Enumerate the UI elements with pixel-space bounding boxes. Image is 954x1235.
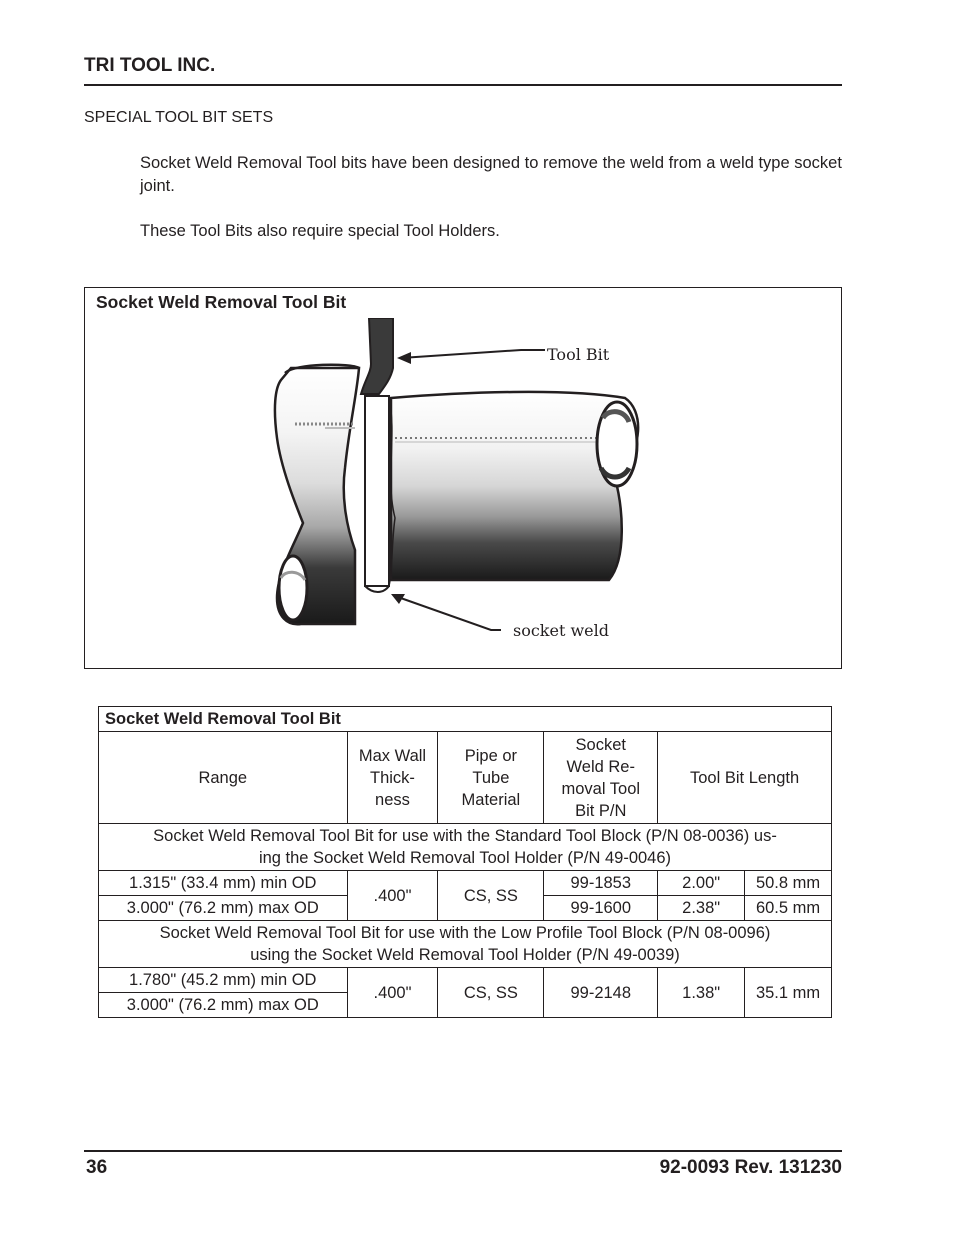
company-name: TRI TOOL INC. bbox=[84, 55, 216, 76]
tool-bit-spec-table bbox=[98, 706, 832, 1018]
group-note: Socket Weld Removal Tool Bit for use with the Low Profile Tool Block (P/N 08-0096) using the Socket Weld Removal Tool Holder (P/N 49-0039) bbox=[99, 921, 832, 968]
range-max-cell: 3.000" (76.2 mm) max OD bbox=[99, 993, 348, 1018]
table-title: Socket Weld Removal Tool Bit bbox=[99, 707, 832, 732]
part-number-cell: 99-1853 bbox=[544, 871, 658, 896]
header-range: Range bbox=[99, 732, 348, 824]
page-number: 36 bbox=[86, 1157, 108, 1178]
header-material: Pipe or Tube Material bbox=[438, 732, 544, 824]
header-length: Tool Bit Length bbox=[658, 732, 832, 824]
header-max-wall: Max Wall Thick- ness bbox=[347, 732, 438, 824]
intro-paragraph: Socket Weld Removal Tool bits have been designed to remove the weld from a weld type socket joint. bbox=[140, 154, 842, 195]
length-mm-cell: 50.8 mm bbox=[745, 871, 832, 896]
header-rule bbox=[84, 84, 842, 86]
group-note: Socket Weld Removal Tool Bit for use with the Standard Tool Block (P/N 08-0036) us- ing the Socket Weld Removal Tool Holder (P/N 49-0046) bbox=[99, 824, 832, 871]
max-wall-cell: .400" bbox=[347, 871, 438, 921]
part-number-cell: 99-2148 bbox=[544, 968, 658, 1018]
socket-weld-label: socket weld bbox=[513, 621, 610, 640]
length-mm-cell: 35.1 mm bbox=[745, 968, 832, 1018]
figure-box bbox=[84, 287, 842, 669]
holder-note-paragraph: These Tool Bits also require special Tool Holders. bbox=[140, 222, 500, 240]
figure-title: Socket Weld Removal Tool Bit bbox=[96, 292, 347, 312]
socket-weld-illustration bbox=[265, 318, 725, 658]
max-wall-cell: .400" bbox=[347, 968, 438, 1018]
length-mm-cell: 60.5 mm bbox=[745, 896, 832, 921]
material-cell: CS, SS bbox=[438, 871, 544, 921]
material-cell: CS, SS bbox=[438, 968, 544, 1018]
footer-rule bbox=[84, 1150, 842, 1152]
length-in-cell: 1.38" bbox=[658, 968, 745, 1018]
range-min-cell: 1.780" (45.2 mm) min OD bbox=[99, 968, 348, 993]
part-number-cell: 99-1600 bbox=[544, 896, 658, 921]
length-in-cell: 2.38" bbox=[658, 896, 745, 921]
header-part-number: Socket Weld Re- moval Tool Bit P/N bbox=[544, 732, 658, 824]
range-min-cell: 1.315" (33.4 mm) min OD bbox=[99, 871, 348, 896]
tool-bit-label: Tool Bit bbox=[547, 345, 610, 364]
section-title: SPECIAL TOOL BIT SETS bbox=[84, 109, 274, 126]
range-max-cell: 3.000" (76.2 mm) max OD bbox=[99, 896, 348, 921]
document-number: 92-0093 Rev. 131230 bbox=[659, 1157, 842, 1178]
length-in-cell: 2.00" bbox=[658, 871, 745, 896]
